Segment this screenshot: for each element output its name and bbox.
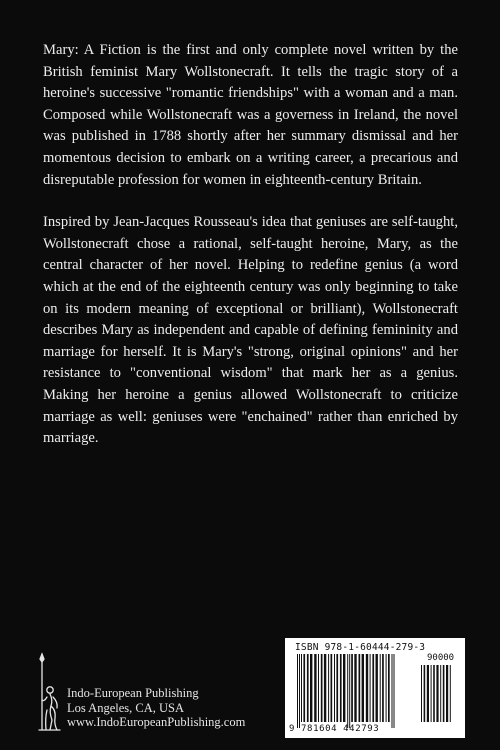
barcode-bar xyxy=(394,654,395,728)
barcode-bar xyxy=(351,654,353,722)
barcode-bar xyxy=(307,654,309,722)
barcode-bar xyxy=(424,665,426,722)
barcode-bar xyxy=(299,654,300,728)
barcode-bar xyxy=(318,654,319,722)
barcode-bar xyxy=(433,665,435,722)
barcode-bar xyxy=(328,654,329,722)
barcode-bar xyxy=(331,654,333,722)
barcode-bar xyxy=(334,654,335,722)
barcode-bar xyxy=(382,654,384,722)
barcode-bar xyxy=(440,665,441,722)
barcode-bar xyxy=(443,665,445,722)
isbn-label: ISBN 978-1-60444-279-3 xyxy=(295,642,426,653)
barcode-bar xyxy=(343,654,345,722)
barcode-bar xyxy=(431,665,432,722)
barcode-bar xyxy=(362,654,364,722)
back-cover-blurb xyxy=(43,40,458,450)
blurb-paragraph-1: Mary: A Fiction is the first and only complete novel written by the British feminist Mary Wollstonecraft. It tells the tragic story of a heroine's successive "romantic friendships" with a woman and a man. Composed while Wollstonecraft was a governess in Ireland, the novel was published in 1788 shortly after her summary dismissal and her momentous decision to embark on a writing career, a precarious and disreputable profession for women in eighteenth-century Britain. xyxy=(43,42,458,188)
barcode-bar xyxy=(376,654,378,722)
barcode-bar xyxy=(303,654,305,722)
barcode-bar xyxy=(446,665,448,722)
barcode-bar xyxy=(301,654,302,722)
blurb-paragraph-2: Inspired by Jean-Jacques Rousseau's idea that geniuses are self-taught, Wollstonecraft chose a rational, self-taught heroine, Mary, as the central character of her novel. Helping to redefine genius (a word which at the end of the eighteenth century was only beginning to take on its modern meaning of exceptional or brilliant), Wollstonecraft describes Mary as independent and capable of defining femininity and marriage for herself. It is Mary's "strong, original opinions" and her resistance to "conventional wisdom" that mark her as a genius. Making her heroine a genius allowed Wollstonecraft to criticize marriage as well: geniuses were "enchained" rather than enriched by marriage. xyxy=(43,214,458,447)
barcode-bar xyxy=(347,654,348,728)
barcode-bar xyxy=(380,654,381,722)
publisher-text xyxy=(67,686,245,730)
publisher-imprint xyxy=(33,650,273,740)
barcode-bar xyxy=(427,665,429,722)
barcode-bar xyxy=(336,654,338,722)
barcode-bar xyxy=(372,654,374,722)
isbn-barcode xyxy=(285,638,465,738)
price-code: 90000 xyxy=(427,653,455,663)
barcode-bar xyxy=(314,654,316,722)
barcode-bar xyxy=(321,654,323,722)
barcode-bar xyxy=(310,654,312,722)
barcode-bar xyxy=(349,654,350,728)
barcode-bar xyxy=(366,654,368,722)
publisher-name: Indo-European Publishing xyxy=(67,686,199,700)
barcode-bar xyxy=(359,654,361,722)
ean-digits: 9 781604 442793 xyxy=(289,724,380,734)
barcode-bar xyxy=(297,654,298,728)
barcode-bar xyxy=(436,665,438,722)
barcode-bar xyxy=(354,654,356,722)
barcode-bar xyxy=(388,654,390,722)
barcode-bar xyxy=(324,654,326,722)
spear-figure-logo-icon xyxy=(33,650,67,732)
barcode-bar xyxy=(340,654,342,722)
publisher-location: Los Angeles, CA, USA xyxy=(67,700,185,715)
barcode-bar xyxy=(370,654,371,722)
barcode-bar xyxy=(386,654,387,722)
barcode-bar xyxy=(392,654,393,728)
barcode-bar xyxy=(450,665,451,722)
barcode-bar xyxy=(421,665,422,722)
publisher-website: www.IndoEuropeanPublishing.com xyxy=(67,715,246,729)
